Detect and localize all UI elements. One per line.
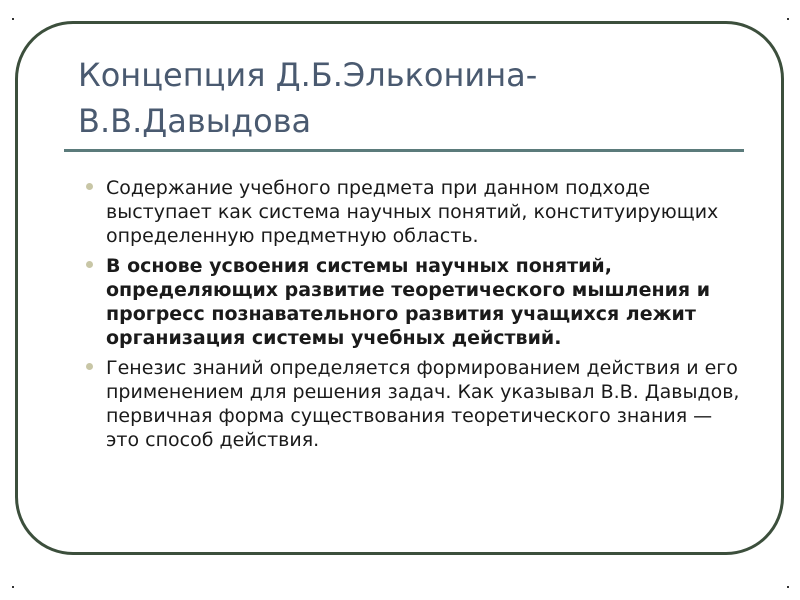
slide-title bbox=[78, 52, 718, 144]
title-divider bbox=[64, 149, 744, 152]
corner-dot-top-right bbox=[787, 18, 789, 20]
bullet-text-1: Содержание учебного предмета при данном подходе выступает как система научных понятий, конституирующих определенную предметную область. bbox=[106, 177, 719, 247]
slide-frame bbox=[15, 21, 784, 555]
bullet-text-2: В основе усвоения системы научных понятий, определяющих развитие теоретического мышления и прогресс познавательного развития учащихся лежит организация системы учебных действий. bbox=[106, 255, 711, 349]
bullet-dot-icon bbox=[86, 183, 93, 190]
bullet-item-2 bbox=[86, 254, 741, 350]
slide-title-line-1: Концепция Д.Б.Эльконина- bbox=[78, 56, 538, 94]
bullet-dot-icon bbox=[86, 363, 93, 370]
bullet-item-1 bbox=[86, 176, 741, 248]
bullet-text-3: Генезис знаний определяется формированием действия и его применением для решения задач. Как указывал В.В. Давыдов, первичная форма существования теоретического знания — это способ действия. bbox=[106, 357, 740, 451]
bullet-list bbox=[86, 176, 741, 458]
corner-dot-bottom-right bbox=[787, 586, 789, 588]
bullet-item-3 bbox=[86, 356, 741, 452]
bullet-dot-icon bbox=[86, 261, 93, 268]
slide-title-line-2: В.В.Давыдова bbox=[78, 102, 312, 140]
corner-dot-top-left bbox=[12, 18, 14, 20]
corner-dot-bottom-left bbox=[12, 586, 14, 588]
